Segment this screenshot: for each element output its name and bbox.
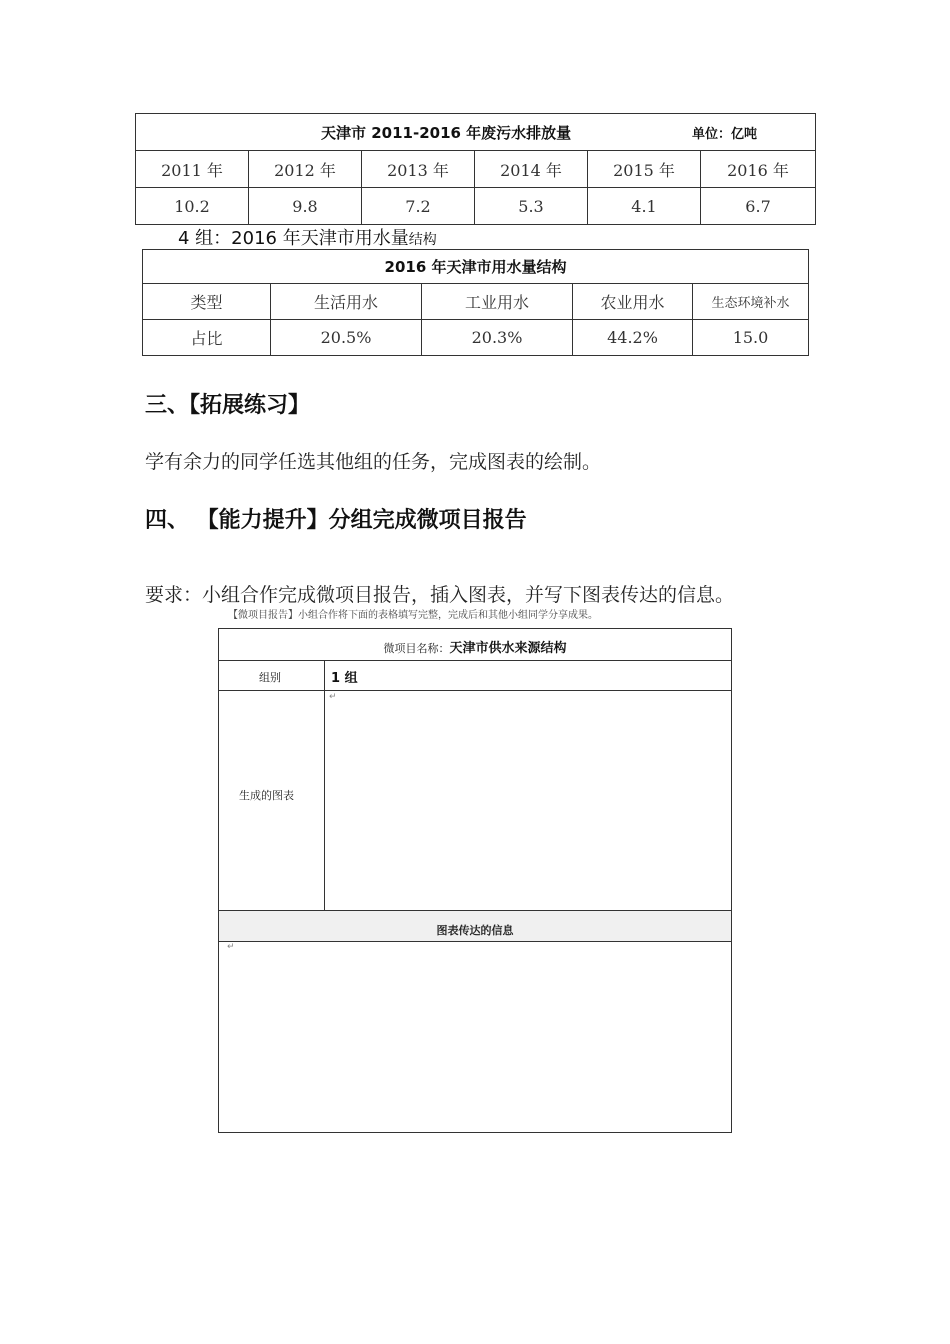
type-cell: 生活用水 [271,284,422,320]
ratio-cell: 44.2% [573,320,693,356]
year-cell: 2013 年 [362,151,475,188]
year-cell: 2014 年 [475,151,588,188]
section4-heading: 四、 【能力提升】分组完成微项目报告 [145,508,527,533]
value-cell: 6.7 [701,188,816,225]
group4-label [178,224,437,250]
paragraph-mark-icon: ↵ [329,692,337,702]
wastewater-table [135,113,816,225]
year-cell: 2012 年 [249,151,362,188]
report-chart-label: 生成的图表 [239,789,294,802]
value-cell: 4.1 [588,188,701,225]
report-chart-area[interactable] [325,691,732,910]
ratio-header: 占比 [143,320,271,356]
report-name-row [219,629,731,661]
report-info-area[interactable] [219,942,731,1132]
wastewater-table-title-cell [136,114,816,151]
wastewater-table-unit: 单位：亿吨 [692,127,758,142]
year-cell: 2015 年 [588,151,701,188]
value-cell: 7.2 [362,188,475,225]
report-group-label: 组别 [259,671,281,684]
value-cell: 9.8 [249,188,362,225]
section3-heading: 三、【拓展练习】 [145,393,311,418]
report-name-value: 天津市供水来源结构 [449,641,567,656]
report-info-label: 图表传达的信息 [436,924,514,937]
report-group-value: 1 组 [331,671,358,686]
paragraph-mark-icon: ↵ [227,942,235,952]
type-cell: 农业用水 [573,284,693,320]
section4-text: 要求：小组合作完成微项目报告，插入图表，并写下图表传达的信息。 [145,584,735,606]
type-header: 类型 [143,284,271,320]
type-cell: 生态环境补水 [693,284,809,320]
water-use-table-title: 2016 年天津市用水量结构 [143,250,809,284]
report-chart-row [219,691,731,911]
report-name-label: 微项目名称： [383,642,450,655]
report-caption: 【微项目报告】小组合作将下面的表格填写完整，完成后和其他小组同学分享成果。 [228,610,598,621]
ratio-cell: 15.0 [693,320,809,356]
water-use-table [142,249,809,356]
report-info-row [219,911,731,942]
type-cell: 工业用水 [422,284,573,320]
section3-text: 学有余力的同学任选其他组的任务，完成图表的绘制。 [145,451,602,473]
report-form [218,628,732,1133]
report-group-row [219,661,731,691]
report-column-divider [324,661,325,911]
value-cell: 5.3 [475,188,588,225]
group4-label-suffix: 结构 [408,232,437,248]
wastewater-table-title: 天津市 2011-2016 年废污水排放量 [321,124,572,142]
value-cell: 10.2 [136,188,249,225]
year-cell: 2011 年 [136,151,249,188]
ratio-cell: 20.3% [422,320,573,356]
group4-label-text: 4 组：2016 年天津市用水量 [178,228,409,249]
ratio-cell: 20.5% [271,320,422,356]
year-cell: 2016 年 [701,151,816,188]
